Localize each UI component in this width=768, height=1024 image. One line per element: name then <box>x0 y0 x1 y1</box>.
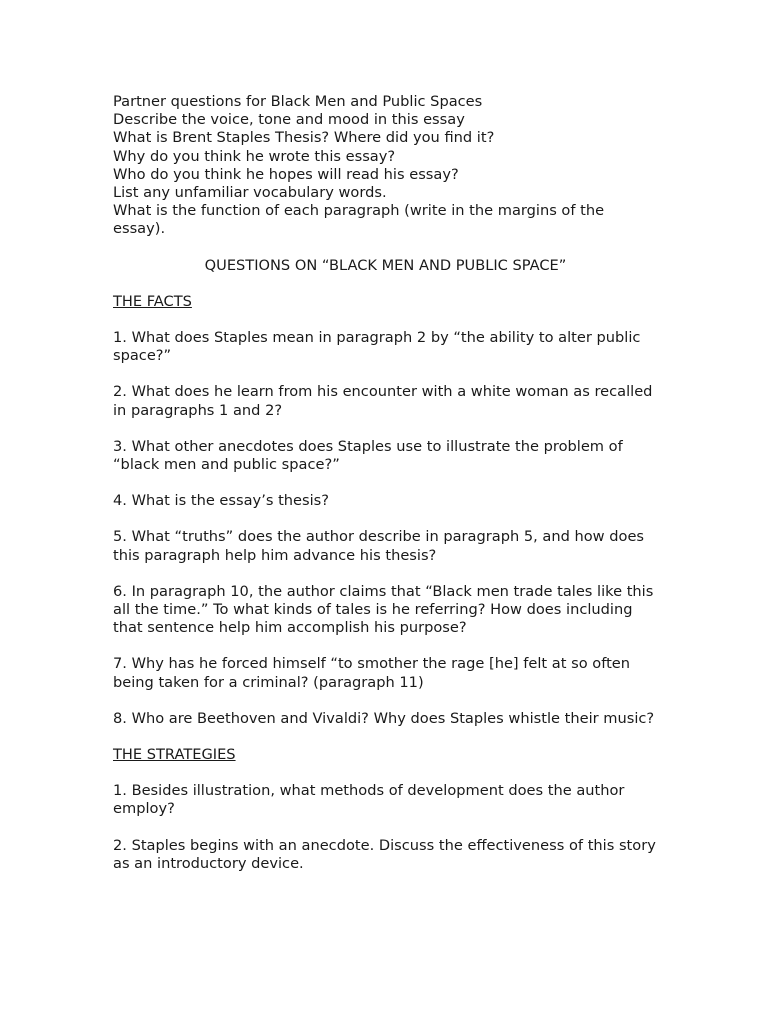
partner-question: What is the function of each paragraph (write in the margins of the essay). <box>113 202 605 238</box>
partner-question: Why do you think he wrote this essay? <box>113 147 396 165</box>
strategies-heading: THE STRATEGIES <box>113 746 236 764</box>
partner-question: Who do you think he hopes will read his essay? <box>113 165 459 183</box>
fact-question: 8. Who are Beethoven and Vivaldi? Why does Staples whistle their music? <box>113 709 655 727</box>
partner-questions <box>113 93 658 239</box>
fact-question: 6. In paragraph 10, the author claims that “Black men trade tales like this all the time.” To what kinds of tales is he referring? How does including that sentence help him accomplish his purpose? <box>113 582 654 637</box>
fact-question: 4. What is the essay’s thesis? <box>113 492 330 510</box>
partner-question: Describe the voice, tone and mood in this essay <box>113 111 465 129</box>
fact-question: 2. What does he learn from his encounter with a white woman as recalled in paragraphs 1 and 2? <box>113 383 653 419</box>
partner-title: Partner questions for Black Men and Public Spaces <box>113 93 483 110</box>
fact-question: 7. Why has he forced himself “to smother the rage [he] felt at so often being taken for a criminal? (paragraph 11) <box>113 655 631 691</box>
strategy-question: 1. Besides illustration, what methods of development does the author employ? <box>113 782 625 818</box>
fact-question: 1. What does Staples mean in paragraph 2 by “the ability to alter public space?” <box>113 329 641 365</box>
partner-question: What is Brent Staples Thesis? Where did you find it? <box>113 129 495 147</box>
partner-question: List any unfamiliar vocabulary words. <box>113 184 387 202</box>
document-page <box>113 93 658 873</box>
fact-question: 3. What other anecdotes does Staples use to illustrate the problem of “black men and public space?” <box>113 437 623 474</box>
questions-title: QUESTIONS ON “BLACK MEN AND PUBLIC SPACE” <box>204 256 567 274</box>
facts-heading: THE FACTS <box>113 292 192 310</box>
fact-question: 5. What “truths” does the author describe in paragraph 5, and how does this paragraph help him advance his thesis? <box>113 528 645 564</box>
strategy-question: 2. Staples begins with an anecdote. Discuss the effectiveness of this story as an introductory device. <box>113 836 656 872</box>
